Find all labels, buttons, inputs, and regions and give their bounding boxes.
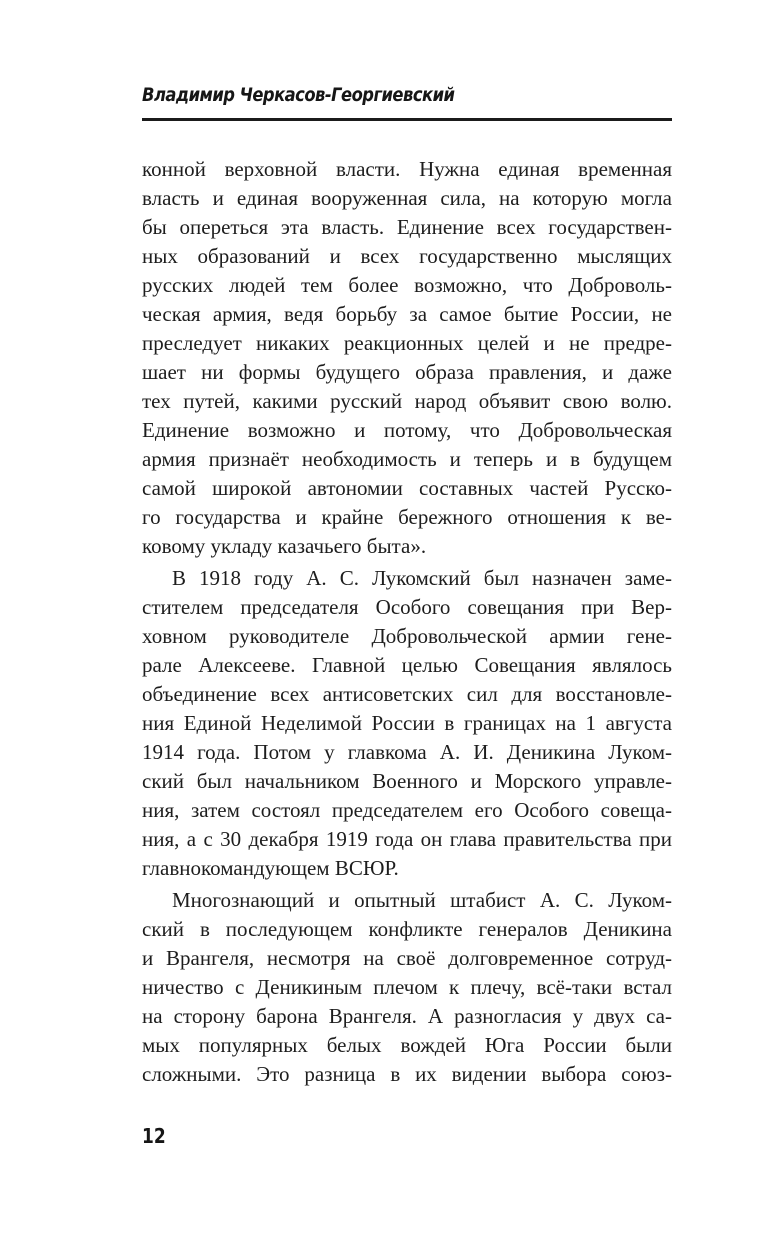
body-text	[142, 155, 672, 1089]
text-line: стителем председателя Особого совещания при Вер-	[142, 595, 672, 619]
paragraph-1	[142, 155, 672, 561]
text-line: ковому укладу казачьего быта».	[142, 534, 427, 558]
text-line: ния, а с 30 декабря 1919 года он глава правительства при	[142, 827, 672, 851]
text-line: ных образований и всех государственно мыслящих	[142, 244, 672, 268]
text-line: и Врангеля, несмотря на своё долговременное сотруд-	[142, 946, 672, 970]
text-line: самой широкой автономии составных частей Русско-	[142, 476, 672, 500]
text-line: В 1918 году А. С. Лукомский был назначен заме-	[172, 566, 672, 590]
text-line: сложными. Это разница в их видении выбора союз-	[142, 1062, 672, 1086]
text-line: на сторону барона Врангеля. А разногласия у двух са-	[142, 1004, 672, 1028]
text-line: объединение всех антисоветских сил для восстановле-	[142, 682, 672, 706]
text-line: ния Единой Неделимой России в границах на 1 августа	[142, 711, 672, 735]
running-head-title: Владимир Черкасов-Георгиевский	[142, 84, 455, 106]
paragraph-3	[142, 886, 672, 1089]
text-line: власть и единая вооруженная сила, на которую могла	[142, 186, 672, 210]
text-line: Единение возможно и потому, что Добровольческая	[142, 418, 672, 442]
text-line: ский был начальником Военного и Морского управле-	[142, 769, 672, 793]
text-line: ховном руководителе Добровольческой армии гене-	[142, 624, 672, 648]
text-line: ничество с Деникиным плечом к плечу, всё-таки встал	[142, 975, 672, 999]
text-line: конной верховной власти. Нужна единая временная	[142, 157, 672, 181]
text-line: тех путей, какими русский народ объявит свою волю.	[142, 389, 672, 413]
text-line: ский в последующем конфликте генералов Деникина	[142, 917, 672, 941]
text-line: главнокомандующем ВСЮР.	[142, 856, 399, 880]
text-line: Многознающий и опытный штабист А. С. Луком-	[172, 888, 672, 912]
text-line: мых популярных белых вождей Юга России были	[142, 1033, 672, 1057]
text-line: рале Алексееве. Главной целью Совещания являлось	[142, 653, 672, 677]
text-line: 1914 года. Потом у главкома А. И. Деникина Луком-	[142, 740, 672, 764]
page-number: 12	[142, 1124, 166, 1148]
text-line: бы опереться эта власть. Единение всех государствен-	[142, 215, 672, 239]
text-line: русских людей тем более возможно, что Доброволь-	[142, 273, 672, 297]
text-line: го государства и крайне бережного отношения к ве-	[142, 505, 672, 529]
text-line: ческая армия, ведя борьбу за самое бытие России, не	[142, 302, 672, 326]
text-line: армия признаёт необходимость и теперь и в будущем	[142, 447, 672, 471]
paragraph-2	[142, 564, 672, 883]
text-line: шает ни формы будущего образа правления, и даже	[142, 360, 672, 384]
text-line: ния, затем состоял председателем его Особого совеща-	[142, 798, 672, 822]
text-line: преследует никаких реакционных целей и не предре-	[142, 331, 672, 355]
header-rule	[142, 118, 672, 121]
